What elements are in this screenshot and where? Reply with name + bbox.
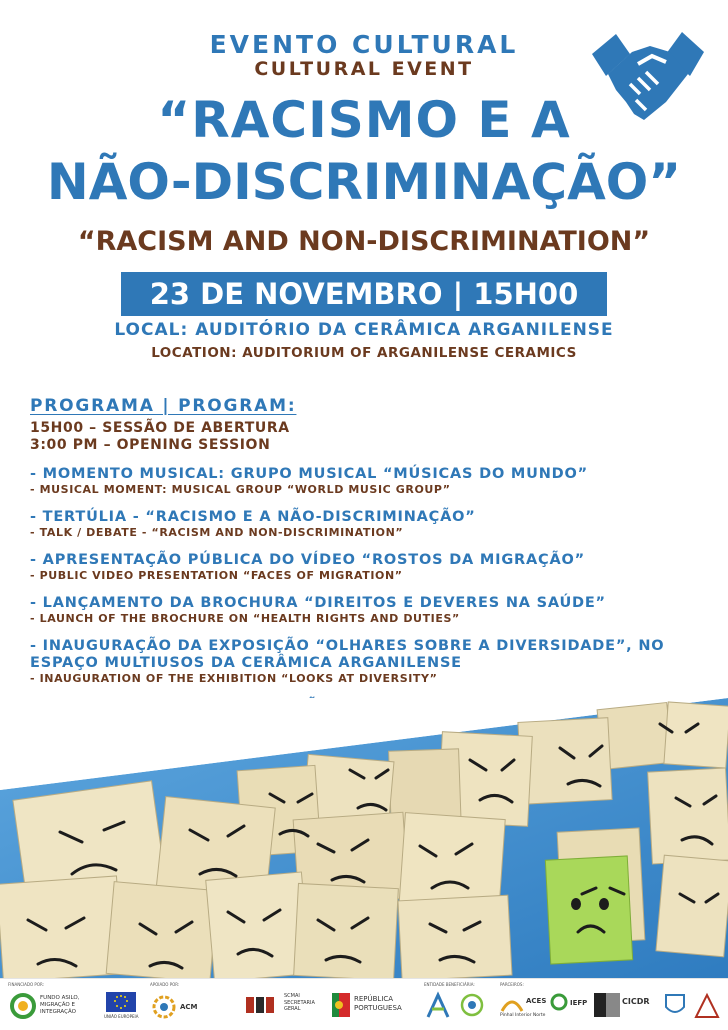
beneficiary-label: ENTIDADE BENEFICIÁRIA:	[424, 982, 475, 987]
program-item	[30, 552, 700, 583]
iefp-text: IEFP	[570, 999, 588, 1007]
iefp-logo-icon	[550, 993, 568, 1011]
program-item	[30, 466, 700, 497]
program-item-en: - INAUGURATION OF THE EXHIBITION “LOOKS AT DIVERSITY”	[30, 672, 438, 685]
eu-flag-icon	[106, 992, 136, 1012]
header-event-en: CULTURAL EVENT	[254, 58, 474, 80]
date-time-banner: 23 DE NOVEMBRO | 15H00	[121, 272, 607, 316]
program-item-en: - PUBLIC VIDEO PRESENTATION “FACES OF MIGRATION”	[30, 569, 403, 582]
cicdr-logo-icon	[594, 993, 620, 1017]
program-item-en: - MUSICAL MOMENT: MUSICAL GROUP “WORLD MUSIC GROUP”	[30, 483, 451, 496]
program-section	[30, 395, 700, 729]
location-en: LOCATION: AUDITORIUM OF ARGANILENSE CERAMICS	[151, 345, 577, 361]
header-event-pt: EVENTO CULTURAL	[209, 30, 519, 59]
cicdr-text: CICDR	[622, 997, 650, 1006]
program-item-pt: - TERTÚLIA - “RACISMO E A NÃO-DISCRIMINAÇÃO”	[30, 509, 476, 525]
opening-session-en: 3:00 PM – OPENING SESSION	[30, 437, 271, 453]
eu-text: UNIÃO EUROPEIA	[104, 1014, 139, 1019]
title-en: “RACISM AND NON-DISCRIMINATION”	[77, 226, 651, 257]
fund-text: FUNDO ASILO, MIGRAÇÃO E INTEGRAÇÃO	[40, 995, 80, 1015]
green-sticky-note	[545, 856, 632, 964]
program-item-pt: - INAUGURAÇÃO DA EXPOSIÇÃO “OLHARES SOBRE A DIVERSIDADE”, NO	[30, 638, 665, 654]
scmai-text: SCMAI SECRETARIA GERAL	[284, 993, 315, 1012]
scmai-logo-icon	[244, 993, 282, 1017]
republica-logo-icon	[332, 993, 350, 1017]
sticky-notes-illustration	[0, 698, 728, 978]
partners-label: PARCEIROS:	[500, 982, 524, 987]
location-pt: LOCAL: AUDITÓRIO DA CERÂMICA ARGANILENSE	[114, 320, 614, 340]
financed-label: FINANCIADO POR:	[8, 982, 44, 987]
footer-sponsors	[0, 978, 728, 1030]
acm-text: ACM	[180, 1003, 198, 1011]
aces-logo-icon	[500, 993, 524, 1013]
opening-session-pt: 15H00 – SESSÃO DE ABERTURA	[30, 420, 290, 436]
title-pt-line2: NÃO-DISCRIMINAÇÃO”	[46, 153, 682, 211]
program-item	[30, 595, 700, 626]
aces-text: ACES	[526, 997, 547, 1005]
program-item-pt: - LANÇAMENTO DA BROCHURA “DIREITOS E DEVERES NA SAÚDE”	[30, 595, 606, 611]
acm-logo-icon	[150, 993, 178, 1021]
fund-logo-icon	[10, 993, 36, 1019]
arganil-logo-icon	[424, 991, 494, 1021]
municipal-logo-icon	[664, 991, 686, 1017]
program-item-pt: - MOMENTO MUSICAL: GRUPO MUSICAL “MÚSICAS DO MUNDO”	[30, 466, 588, 482]
republica-text: REPÚBLICA PORTUGUESA	[354, 995, 402, 1012]
program-item	[30, 509, 700, 540]
program-item-en: - LAUNCH OF THE BROCHURE ON “HEALTH RIGHTS AND DUTIES”	[30, 612, 460, 625]
aces-sub-text: Pinhal Interior Norte	[500, 1013, 546, 1018]
program-item-pt: - APRESENTAÇÃO PÚBLICA DO VÍDEO “ROSTOS DA MIGRAÇÃO”	[30, 552, 585, 568]
program-item-en: - TALK / DEBATE - “RACISM AND NON-DISCRIMINATION”	[30, 526, 404, 539]
supported-label: APOIADO POR:	[150, 982, 180, 987]
parish-logo-icon	[692, 991, 722, 1021]
program-item	[30, 638, 700, 686]
program-heading: PROGRAMA | PROGRAM:	[30, 396, 297, 416]
program-item-pt-cont: ESPAÇO MULTIUSOS DA CERÂMICA ARGANILENSE	[30, 655, 462, 671]
title-pt-line1: “RACISMO E A	[157, 91, 571, 149]
